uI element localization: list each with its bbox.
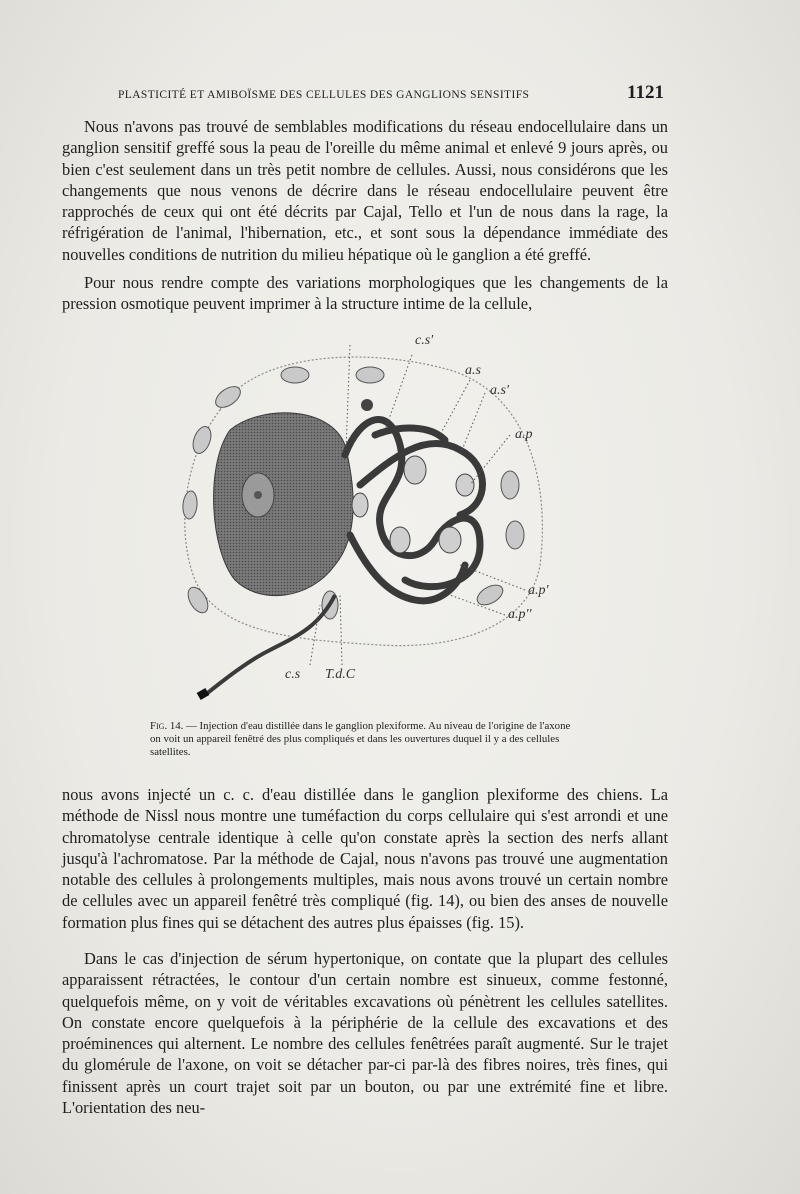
label-ap-prime: a.p' — [528, 583, 549, 598]
paragraph-2 — [62, 272, 668, 315]
paragraph-text: nous avons injecté un c. c. d'eau distillée dans le ganglion plexiforme des chiens. La méthode de Nissl nous montre une tuméfaction du corps cellulaire qui s'est arrondi et une chromatolyse centrale identique à celle qu'on constate après la section des nerfs allant jusqu'à l'achromatose. Par la méthode de Cajal, nous n'avons pas trouvé une augmentation notable des cellules à prolongements multiples, mais nous avons trouvé un certain nombre de cellules avec un appareil fenêtré très compliqué (fig. 14), ou bien des anses de nouvelle formation plus fines qui se détachent des autres plus épaisses (fig. 15). — [62, 785, 668, 932]
paragraph-1 — [62, 116, 668, 265]
label-as-prime: a.s' — [490, 383, 509, 398]
ganglion-illustration — [160, 335, 580, 710]
running-head — [118, 82, 664, 104]
label-ap: a.p — [515, 427, 533, 442]
paragraph-3 — [62, 784, 668, 933]
caption-number: Fig. 14. — [150, 720, 184, 732]
paragraph-4 — [62, 948, 668, 1118]
label-as: a.s — [465, 363, 481, 378]
paragraph-text: Dans le cas d'injection de sérum hypertonique, on contate que la plupart des cellules apparaissent rétractées, le contour d'un certain nombre est sinueux, comme festonné, quelquefois même, on y voit de véritables excavations où pénètrent les cellules satellites. On constate encore quelquefois à la périphérie de la cellule des excavations et des proéminences qui alternent. Le nombre des cellules fenêtrées paraît augmenté. Sur le trajet du glomérule de l'axone, on voit se détacher par-ci par-là des fibres noires, très fines, qui finissent après un court trajet soit par un bouton, ou par une extrémité fine et libre. L'orientation des neu- — [62, 949, 668, 1118]
label-cs-prime: c.s' — [415, 333, 434, 348]
label-ap-second: a.p'' — [508, 607, 532, 622]
paragraph-text: Nous n'avons pas trouvé de semblables modifications du réseau endocellulaire dans un ganglion sensitif greffé sous la peau de l'oreille du même animal et enlevé 9 jours après, ou bien c'est seulement dans un très petit nombre de cellules. Aussi, nous considérons que les changements que nous venons de décrire dans le réseau endocellulaire peuvent être rapprochés de ceux qui ont été décrits par Cajal, Tello et l'un de nous dans la rage, la réfrigération de l'animal, l'hibernation, etc., et sont sous la dépendance immédiate des nouvelles conditions de nutrition du milieu hépatique où le ganglion a été greffé. — [62, 117, 668, 264]
figure-14 — [160, 335, 580, 710]
paragraph-text: Pour nous rendre compte des variations morphologiques que les changements de la pression osmotique peuvent imprimer à la structure intime de la cellule, — [62, 273, 668, 314]
running-title: PLASTICITÉ ET AMIBOÏSME DES CELLULES DES GANGLIONS SENSITIFS — [118, 89, 530, 101]
label-cs: c.s — [285, 667, 301, 682]
page-number: 1121 — [627, 82, 664, 103]
caption-text: — Injection d'eau distillée dans le ganglion plexiforme. Au niveau de l'origine de l'axone on voit un appareil fenêtré des plus compliqués et dans les ouvertures duquel il y a des cellules satellites. — [150, 720, 571, 758]
figure-caption — [150, 720, 580, 759]
label-tdc: T.d.C — [325, 667, 356, 682]
